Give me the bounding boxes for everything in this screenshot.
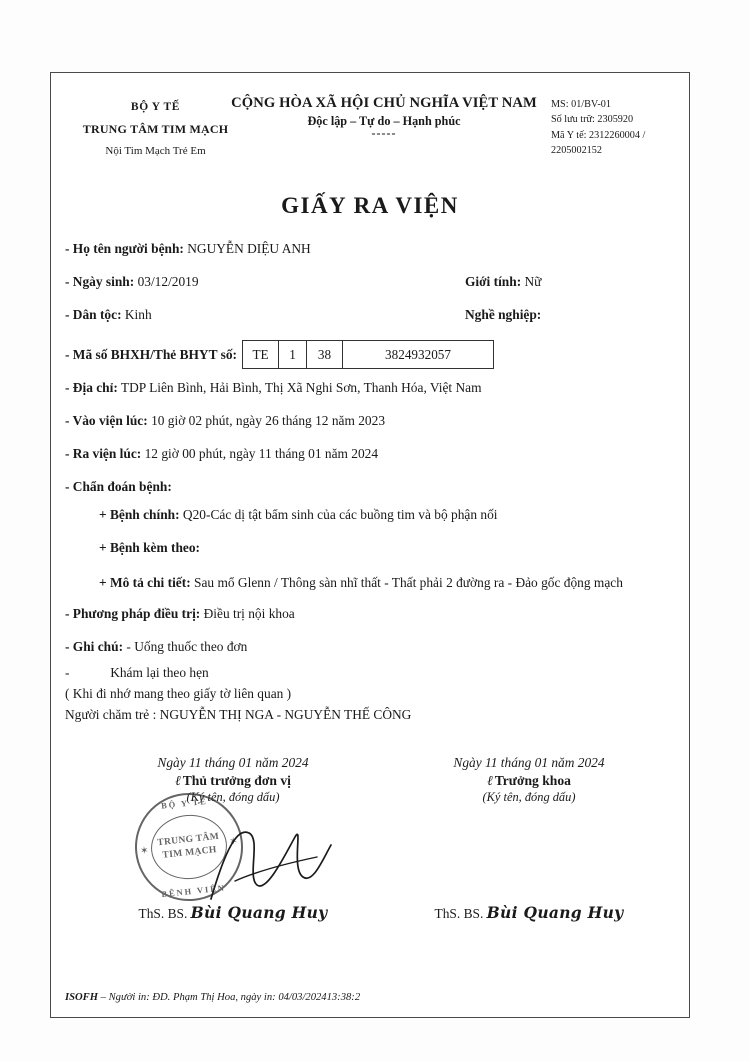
center-name: TRUNG TÂM TIM MẠCH	[82, 121, 229, 136]
insurance-cell-province: 38	[307, 341, 343, 368]
national-motto: Độc lập – Tự do – Hạnh phúc	[307, 114, 461, 128]
signature-block-department-head	[399, 755, 659, 922]
field-gender	[465, 274, 541, 290]
form-code: MS: 01/BV-01	[551, 99, 611, 110]
address-label: - Địa chỉ:	[65, 380, 118, 395]
unit-head-hint: (Ký tên, đóng dấu)	[186, 790, 280, 804]
department-head-hint: (Ký tên, đóng dấu)	[482, 790, 576, 804]
notes-line-1: - Uống thuốc theo đơn	[126, 639, 248, 654]
document-frame	[50, 72, 690, 1018]
occupation-label: Nghề nghiệp:	[465, 307, 542, 322]
field-notes	[65, 639, 677, 661]
seal-line-2: TIM MẠCH	[161, 844, 218, 861]
insurance-number-boxes	[242, 340, 494, 369]
caregiver-value: NGUYỄN THỊ NGA - NGUYỄN THẾ CÔNG	[159, 706, 412, 722]
seal-arc-top: BỘ Y TẾ	[160, 796, 209, 811]
field-comorbidity	[99, 540, 677, 562]
discharge-label: - Ra viện lúc:	[65, 446, 142, 461]
gender-label: Giới tính:	[465, 274, 522, 289]
unit-head-date: Ngày 11 tháng 01 năm 2024	[157, 755, 309, 770]
seal-star-left-icon: ✶	[139, 845, 150, 858]
treatment-label: - Phương pháp điều trị:	[65, 606, 201, 621]
unit-head-signer	[103, 903, 363, 922]
country-name: CỘNG HÒA XÃ HỘI CHỦ NGHĨA VIỆT NAM	[231, 95, 537, 111]
document-metadata	[551, 97, 691, 158]
gender-value: Nữ	[524, 274, 542, 289]
insurance-cell-level: 1	[279, 341, 307, 368]
dob-label: - Ngày sinh:	[65, 274, 135, 289]
department-name: Nội Tim Mạch Trẻ Em	[105, 145, 206, 158]
field-date-of-birth	[65, 274, 677, 296]
seal-center-text	[148, 811, 230, 883]
patient-name-label: - Họ tên người bệnh:	[65, 241, 184, 256]
address-value: TDP Liên Bình, Hải Bình, Thị Xã Nghi Sơn, Thanh Hóa, Việt Nam	[120, 380, 482, 395]
field-detailed-description	[99, 573, 677, 595]
detail-value: Sau mổ Glenn / Thông sàn nhĩ thất - Thất phải 2 đường ra - Đảo gốc động mạch	[194, 575, 623, 590]
footer-system-name: ISOFH	[65, 992, 98, 1003]
notes-line-2: Khám lại theo hẹn	[110, 665, 209, 680]
medical-code-line-2: 2205002152	[551, 144, 602, 156]
caregiver-label: Người chăm trẻ :	[65, 706, 157, 722]
comorbidity-label: + Bệnh kèm theo:	[99, 540, 200, 555]
main-diagnosis-value: Q20-Các dị tật bẩm sinh của các buồng tim và bộ phận nối	[182, 507, 498, 522]
national-heading	[219, 95, 549, 141]
field-patient-name	[65, 241, 677, 263]
field-discharge-time	[65, 446, 677, 468]
medical-code-line-1: Mã Y tế: 2312260004 /	[551, 129, 646, 141]
field-main-diagnosis	[99, 507, 677, 529]
diagnosis-heading: - Chẩn đoán bệnh:	[65, 479, 172, 494]
seal-line-1: TRUNG TÂM	[156, 830, 220, 849]
discharge-value: 12 giờ 00 phút, ngày 11 tháng 01 năm 2024	[144, 446, 379, 461]
admission-value: 10 giờ 02 phút, ngày 26 tháng 12 năm 2023	[151, 413, 386, 428]
patient-information	[65, 241, 677, 725]
document-header	[51, 95, 689, 187]
unit-head-name: Bùi Quang Huy	[190, 903, 328, 922]
admission-label: - Vào viện lúc:	[65, 413, 148, 428]
field-treatment-method	[65, 606, 677, 628]
insurance-cell-serial: 3824932057	[385, 346, 451, 362]
detail-label: + Mô tả chi tiết:	[99, 575, 191, 590]
ethnicity-label: - Dân tộc:	[65, 307, 122, 322]
notes-label: - Ghi chú:	[65, 639, 124, 654]
signature-area	[51, 755, 689, 955]
seal-star-right-icon: ✶	[228, 835, 239, 848]
patient-name-value: NGUYỄN DIỆU ANH	[187, 241, 311, 256]
unit-head-title-prefix: ThS. BS.	[138, 906, 188, 921]
field-occupation	[465, 307, 541, 323]
official-seal-stamp	[130, 788, 249, 907]
print-footer	[65, 992, 360, 1003]
field-insurance-number	[65, 340, 677, 369]
department-head-signer	[399, 903, 659, 922]
signature-block-unit-head	[103, 755, 363, 922]
ministry-name: BỘ Y TẾ	[130, 101, 181, 113]
archive-number: Số lưu trữ: 2305920	[551, 114, 634, 126]
page-title: GIẤY RA VIỆN	[281, 193, 459, 218]
field-address	[65, 380, 677, 402]
department-head-name: Bùi Quang Huy	[486, 903, 624, 922]
notes-line-3: ( Khi đi nhớ mang theo giấy tờ liên quan )	[65, 685, 292, 701]
footer-print-info: – Người in: ĐD. Phạm Thị Hoa, ngày in: 04/03/202413:38:2	[97, 992, 361, 1003]
unit-head-role: ℓ Thủ trưởng đơn vị	[103, 773, 363, 789]
notes-line-2-dash: -	[65, 665, 70, 680]
notes-line-2-row	[65, 663, 677, 684]
motto-divider: -----	[371, 126, 397, 140]
main-diagnosis-label: + Bệnh chính:	[99, 507, 180, 522]
treatment-value: Điều trị nội khoa	[203, 606, 295, 621]
field-ethnicity	[65, 307, 677, 329]
insurance-label: - Mã số BHXH/Thẻ BHYT số:	[65, 346, 237, 362]
department-head-role: ℓ Trưởng khoa	[399, 773, 659, 789]
ethnicity-value: Kinh	[124, 307, 152, 322]
field-caregiver	[65, 705, 677, 726]
seal-arc-bottom: BỆNH VIỆN	[161, 883, 227, 900]
field-admission-time	[65, 413, 677, 435]
department-head-date: Ngày 11 tháng 01 năm 2024	[453, 755, 605, 770]
dob-value: 03/12/2019	[137, 274, 199, 289]
insurance-cell-prefix: TE	[243, 341, 279, 368]
department-head-title-prefix: ThS. BS.	[434, 906, 484, 921]
